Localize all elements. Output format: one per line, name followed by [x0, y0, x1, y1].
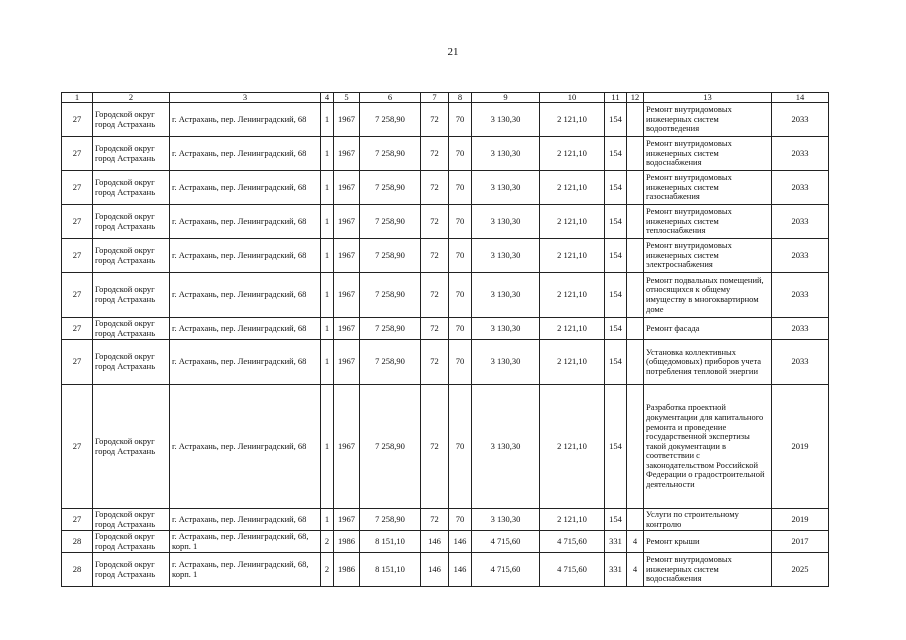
table-row	[62, 385, 829, 509]
municipality-cell: Городской округ город Астрахань	[93, 531, 170, 553]
col8-cell: 70	[449, 509, 472, 531]
planned-year-cell: 2033	[772, 318, 829, 340]
col9-cell: 4 715,60	[472, 553, 540, 587]
col7-cell: 146	[421, 553, 449, 587]
col10-cell: 2 121,10	[540, 239, 605, 273]
col8-cell: 70	[449, 318, 472, 340]
work-type-cell: Установка коллективных (общедомовых) приборов учета потребления тепловой энергии	[644, 340, 772, 385]
col4-cell: 1	[321, 385, 334, 509]
total-area-cell: 7 258,90	[360, 137, 421, 171]
column-number-13: 13	[644, 93, 772, 103]
col8-cell: 70	[449, 239, 472, 273]
col10-cell: 2 121,10	[540, 340, 605, 385]
col10-cell: 2 121,10	[540, 205, 605, 239]
build-year-cell: 1967	[334, 137, 360, 171]
table-row	[62, 318, 829, 340]
address-cell: г. Астрахань, пер. Ленинградский, 68, корп. 1	[170, 531, 321, 553]
col11-cell: 154	[605, 205, 627, 239]
municipality-cell: Городской округ город Астрахань	[93, 103, 170, 137]
work-type-cell: Ремонт внутридомовых инженерных систем теплоснабжения	[644, 205, 772, 239]
col10-cell: 2 121,10	[540, 137, 605, 171]
col12-cell	[627, 137, 644, 171]
col10-cell: 2 121,10	[540, 318, 605, 340]
column-number-1: 1	[62, 93, 93, 103]
col10-cell: 2 121,10	[540, 273, 605, 318]
row-number-cell: 27	[62, 318, 93, 340]
build-year-cell: 1967	[334, 205, 360, 239]
planned-year-cell: 2017	[772, 531, 829, 553]
col8-cell: 70	[449, 171, 472, 205]
col4-cell: 2	[321, 553, 334, 587]
column-number-5: 5	[334, 93, 360, 103]
row-number-cell: 27	[62, 340, 93, 385]
build-year-cell: 1967	[334, 103, 360, 137]
column-number-8: 8	[449, 93, 472, 103]
municipality-cell: Городской округ город Астрахань	[93, 553, 170, 587]
table-row	[62, 340, 829, 385]
total-area-cell: 7 258,90	[360, 385, 421, 509]
municipality-cell: Городской округ город Астрахань	[93, 273, 170, 318]
table-row	[62, 205, 829, 239]
row-number-cell: 27	[62, 103, 93, 137]
municipality-cell: Городской округ город Астрахань	[93, 340, 170, 385]
planned-year-cell: 2033	[772, 137, 829, 171]
municipality-cell: Городской округ город Астрахань	[93, 239, 170, 273]
work-type-cell: Разработка проектной документации для капитального ремонта и проведение государственной экспертизы такой документации в соответствии с законодательством Российской Федерации о градостроительной деятельности	[644, 385, 772, 509]
planned-year-cell: 2033	[772, 273, 829, 318]
col12-cell	[627, 103, 644, 137]
col7-cell: 72	[421, 137, 449, 171]
table-row	[62, 273, 829, 318]
col12-cell	[627, 273, 644, 318]
col10-cell: 2 121,10	[540, 171, 605, 205]
col9-cell: 3 130,30	[472, 385, 540, 509]
col8-cell: 146	[449, 531, 472, 553]
planned-year-cell: 2033	[772, 171, 829, 205]
planned-year-cell: 2033	[772, 340, 829, 385]
col8-cell: 70	[449, 103, 472, 137]
col7-cell: 72	[421, 239, 449, 273]
municipality-cell: Городской округ город Астрахань	[93, 137, 170, 171]
col8-cell: 146	[449, 553, 472, 587]
table-row	[62, 531, 829, 553]
col11-cell: 154	[605, 509, 627, 531]
col12-cell: 4	[627, 531, 644, 553]
column-number-10: 10	[540, 93, 605, 103]
col11-cell: 154	[605, 385, 627, 509]
address-cell: г. Астрахань, пер. Ленинградский, 68	[170, 239, 321, 273]
col4-cell: 1	[321, 205, 334, 239]
column-number-6: 6	[360, 93, 421, 103]
col4-cell: 1	[321, 273, 334, 318]
work-type-cell: Ремонт крыши	[644, 531, 772, 553]
col7-cell: 146	[421, 531, 449, 553]
col7-cell: 72	[421, 205, 449, 239]
col8-cell: 70	[449, 340, 472, 385]
total-area-cell: 7 258,90	[360, 205, 421, 239]
planned-year-cell: 2019	[772, 509, 829, 531]
address-cell: г. Астрахань, пер. Ленинградский, 68	[170, 137, 321, 171]
planned-year-cell: 2033	[772, 103, 829, 137]
municipality-cell: Городской округ город Астрахань	[93, 509, 170, 531]
build-year-cell: 1967	[334, 340, 360, 385]
column-number-2: 2	[93, 93, 170, 103]
address-cell: г. Астрахань, пер. Ленинградский, 68	[170, 103, 321, 137]
page-number: 21	[447, 46, 459, 58]
build-year-cell: 1986	[334, 531, 360, 553]
municipality-cell: Городской округ город Астрахань	[93, 318, 170, 340]
row-number-cell: 27	[62, 239, 93, 273]
address-cell: г. Астрахань, пер. Ленинградский, 68	[170, 340, 321, 385]
row-number-cell: 27	[62, 171, 93, 205]
col9-cell: 3 130,30	[472, 205, 540, 239]
col12-cell	[627, 205, 644, 239]
table-row	[62, 171, 829, 205]
col4-cell: 1	[321, 171, 334, 205]
repair-program-table	[61, 92, 829, 587]
col7-cell: 72	[421, 340, 449, 385]
col8-cell: 70	[449, 273, 472, 318]
total-area-cell: 7 258,90	[360, 340, 421, 385]
col4-cell: 2	[321, 531, 334, 553]
col9-cell: 3 130,30	[472, 171, 540, 205]
address-cell: г. Астрахань, пер. Ленинградский, 68	[170, 385, 321, 509]
col10-cell: 4 715,60	[540, 531, 605, 553]
build-year-cell: 1967	[334, 171, 360, 205]
total-area-cell: 8 151,10	[360, 531, 421, 553]
col11-cell: 154	[605, 273, 627, 318]
address-cell: г. Астрахань, пер. Ленинградский, 68	[170, 273, 321, 318]
build-year-cell: 1967	[334, 385, 360, 509]
total-area-cell: 7 258,90	[360, 318, 421, 340]
address-cell: г. Астрахань, пер. Ленинградский, 68	[170, 509, 321, 531]
work-type-cell: Ремонт внутридомовых инженерных систем водоснабжения	[644, 137, 772, 171]
col9-cell: 3 130,30	[472, 340, 540, 385]
col4-cell: 1	[321, 340, 334, 385]
table-body	[62, 103, 829, 587]
col12-cell	[627, 318, 644, 340]
build-year-cell: 1967	[334, 273, 360, 318]
col11-cell: 154	[605, 239, 627, 273]
col11-cell: 154	[605, 137, 627, 171]
total-area-cell: 7 258,90	[360, 509, 421, 531]
row-number-cell: 27	[62, 385, 93, 509]
col11-cell: 154	[605, 340, 627, 385]
work-type-cell: Ремонт внутридомовых инженерных систем водоотведения	[644, 103, 772, 137]
col11-cell: 331	[605, 531, 627, 553]
address-cell: г. Астрахань, пер. Ленинградский, 68	[170, 318, 321, 340]
table-row	[62, 509, 829, 531]
planned-year-cell: 2019	[772, 385, 829, 509]
row-number-cell: 28	[62, 553, 93, 587]
col12-cell: 4	[627, 553, 644, 587]
build-year-cell: 1967	[334, 509, 360, 531]
work-type-cell: Ремонт внутридомовых инженерных систем газоснабжения	[644, 171, 772, 205]
col9-cell: 3 130,30	[472, 137, 540, 171]
col8-cell: 70	[449, 137, 472, 171]
col9-cell: 4 715,60	[472, 531, 540, 553]
col8-cell: 70	[449, 205, 472, 239]
col4-cell: 1	[321, 509, 334, 531]
column-number-12: 12	[627, 93, 644, 103]
row-number-cell: 28	[62, 531, 93, 553]
col9-cell: 3 130,30	[472, 103, 540, 137]
address-cell: г. Астрахань, пер. Ленинградский, 68	[170, 171, 321, 205]
column-number-11: 11	[605, 93, 627, 103]
table-row	[62, 553, 829, 587]
build-year-cell: 1967	[334, 318, 360, 340]
col4-cell: 1	[321, 137, 334, 171]
col7-cell: 72	[421, 273, 449, 318]
total-area-cell: 8 151,10	[360, 553, 421, 587]
col4-cell: 1	[321, 239, 334, 273]
planned-year-cell: 2033	[772, 239, 829, 273]
total-area-cell: 7 258,90	[360, 103, 421, 137]
work-type-cell: Услуги по строительному контролю	[644, 509, 772, 531]
planned-year-cell: 2025	[772, 553, 829, 587]
row-number-cell: 27	[62, 205, 93, 239]
table-row	[62, 239, 829, 273]
build-year-cell: 1986	[334, 553, 360, 587]
municipality-cell: Городской округ город Астрахань	[93, 205, 170, 239]
col11-cell: 154	[605, 171, 627, 205]
col7-cell: 72	[421, 171, 449, 205]
total-area-cell: 7 258,90	[360, 239, 421, 273]
column-number-row	[62, 93, 829, 103]
build-year-cell: 1967	[334, 239, 360, 273]
column-number-4: 4	[321, 93, 334, 103]
planned-year-cell: 2033	[772, 205, 829, 239]
municipality-cell: Городской округ город Астрахань	[93, 171, 170, 205]
col4-cell: 1	[321, 103, 334, 137]
col10-cell: 4 715,60	[540, 553, 605, 587]
col9-cell: 3 130,30	[472, 318, 540, 340]
col7-cell: 72	[421, 385, 449, 509]
column-number-9: 9	[472, 93, 540, 103]
column-number-3: 3	[170, 93, 321, 103]
row-number-cell: 27	[62, 273, 93, 318]
col11-cell: 154	[605, 103, 627, 137]
col7-cell: 72	[421, 318, 449, 340]
municipality-cell: Городской округ город Астрахань	[93, 385, 170, 509]
address-cell: г. Астрахань, пер. Ленинградский, 68, корп. 1	[170, 553, 321, 587]
column-number-14: 14	[772, 93, 829, 103]
col12-cell	[627, 509, 644, 531]
col12-cell	[627, 385, 644, 509]
row-number-cell: 27	[62, 137, 93, 171]
col10-cell: 2 121,10	[540, 103, 605, 137]
work-type-cell: Ремонт фасада	[644, 318, 772, 340]
col10-cell: 2 121,10	[540, 509, 605, 531]
col9-cell: 3 130,30	[472, 239, 540, 273]
col4-cell: 1	[321, 318, 334, 340]
work-type-cell: Ремонт внутридомовых инженерных систем электроснабжения	[644, 239, 772, 273]
col11-cell: 331	[605, 553, 627, 587]
address-cell: г. Астрахань, пер. Ленинградский, 68	[170, 205, 321, 239]
col10-cell: 2 121,10	[540, 385, 605, 509]
table-row	[62, 137, 829, 171]
col7-cell: 72	[421, 103, 449, 137]
table-row	[62, 103, 829, 137]
col12-cell	[627, 171, 644, 205]
column-number-7: 7	[421, 93, 449, 103]
col7-cell: 72	[421, 509, 449, 531]
col12-cell	[627, 239, 644, 273]
col11-cell: 154	[605, 318, 627, 340]
total-area-cell: 7 258,90	[360, 273, 421, 318]
col8-cell: 70	[449, 385, 472, 509]
col12-cell	[627, 340, 644, 385]
work-type-cell: Ремонт внутридомовых инженерных систем водоснабжения	[644, 553, 772, 587]
col9-cell: 3 130,30	[472, 273, 540, 318]
total-area-cell: 7 258,90	[360, 171, 421, 205]
row-number-cell: 27	[62, 509, 93, 531]
col9-cell: 3 130,30	[472, 509, 540, 531]
work-type-cell: Ремонт подвальных помещений, относящихся к общему имуществу в многоквартирном доме	[644, 273, 772, 318]
